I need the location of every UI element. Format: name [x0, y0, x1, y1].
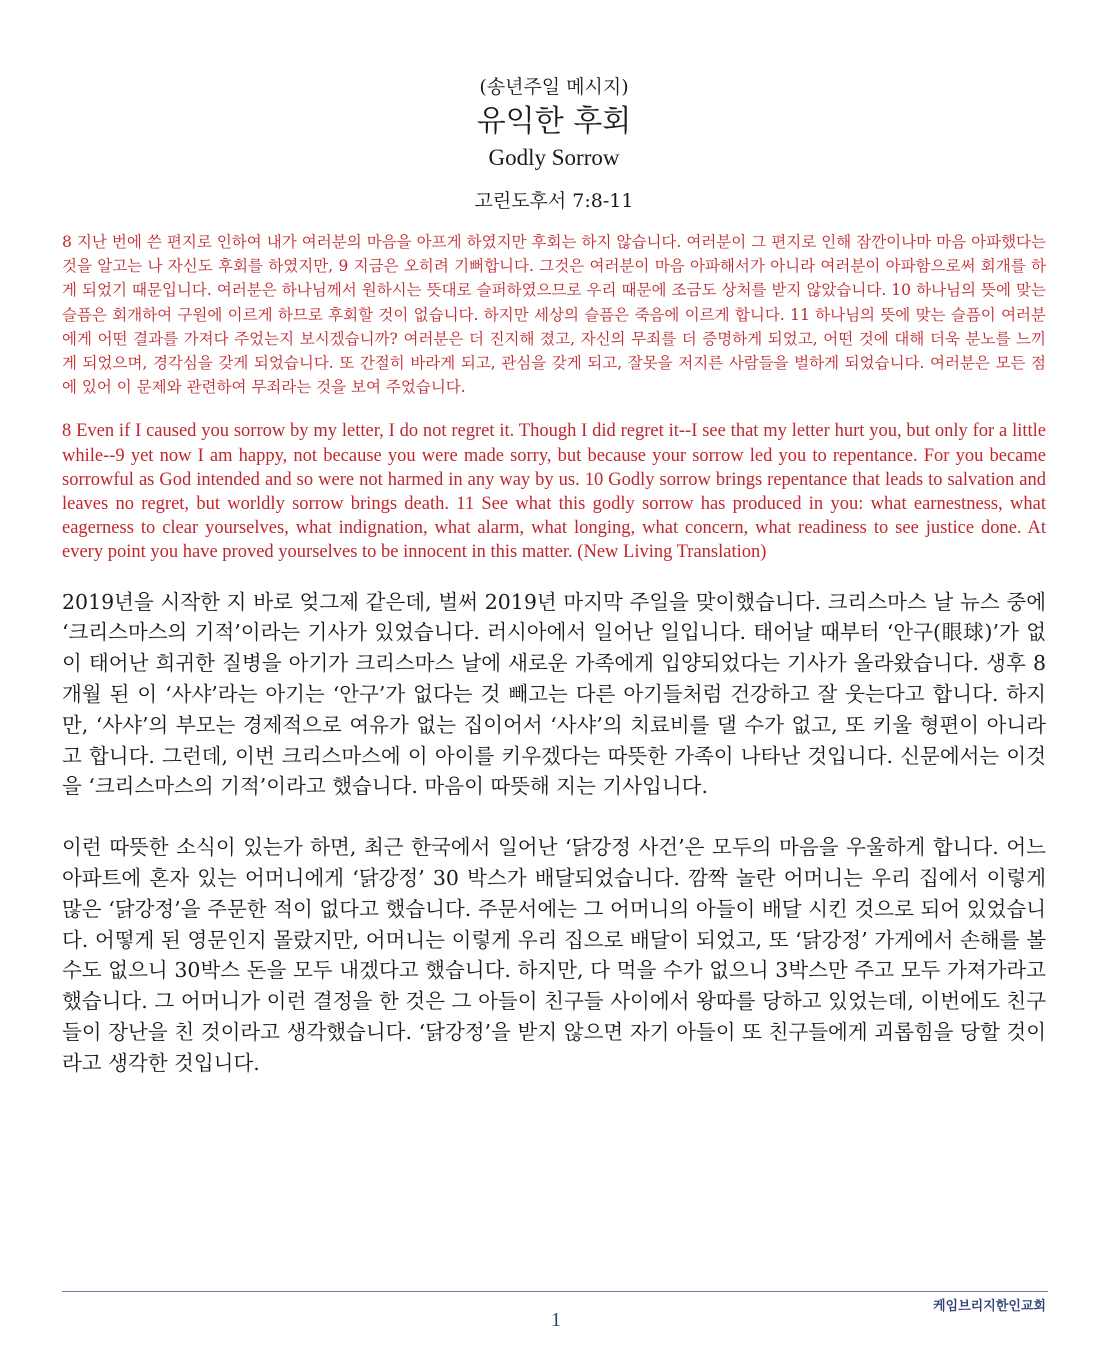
- footer-church-name: 케임브리지한인교회: [932, 1299, 1046, 1314]
- scripture-korean: 8 지난 번에 쓴 편지로 인하여 내가 여러분의 마음을 아프게 하였지만 후회는 하지 않습니다. 여러분이 그 편지로 인해 잠깐이나마 마음 아파했다는 것을 알고는 나 자신도 후회를 하였지만, 9 지금은 오히려 기뻐합니다. 그것은 여러분이 마음 아파해서가 아니라 여러분이 아파함으로써 회개를 하게 되었기 때문입니다. 여러분은 하나님께서 원하시는 뜻대로 슬퍼하였으므로 우리 때문에 조금도 상처를 받지 않았습니다. 10 하나님의 뜻에 맞는 슬픔은 회개하여 구원에 이르게 하므로 후회할 것이 없습니다. 하지만 세상의 슬픔은 죽음에 이르게 합니다. 11 하나님의 뜻에 맞는 슬픔이 여러분에게 어떤 결과를 가져다 주었는지 보시겠습니까? 여러분은 더 진지해 졌고, 자신의 무죄를 더 증명하게 되었고, 어떤 것에 대해 더욱 분노를 느끼게 되었으며, 경각심을 갖게 되었습니다. 또 간절히 바라게 되고, 관심을 갖게 되고, 잘못을 저지른 사람들을 벌하게 되었습니다. 여러분은 모든 점에 있어 이 문제와 관련하여 무죄라는 것을 보여 주었습니다.: [62, 233, 1046, 397]
- document-page: [62, 74, 1046, 1079]
- body-paragraph-1: 2019년을 시작한 지 바로 엊그제 같은데, 벌써 2019년 마지막 주일을 맞이했습니다. 크리스마스 날 뉴스 중에 ‘크리스마스의 기적’이라는 기사가 있었습니다. 러시아에서 일어난 일입니다. 태어날 때부터 ‘안구(眼球)’가 없이 태어난 희귀한 질병을 아기가 크리스마스 날에 새로운 가족에게 입양되었다는 기사가 올라왔습니다. 생후 8개월 된 이 ‘사샤’라는 아기는 ‘안구’가 없다는 것 빼고는 다른 아기들처럼 건강하고 잘 웃는다고 합니다. 하지만, ‘사샤’의 부모는 경제적으로 여유가 없는 집이어서 ‘사샤’의 치료비를 댈 수가 없고, 또 키울 형편이 아니라고 합니다. 그런데, 이번 크리스마스에 이 아이를 키우겠다는 따뜻한 가족이 나타난 것입니다. 신문에서는 이것을 ‘크리스마스의 기적’이라고 했습니다. 마음이 따뜻해 지는 기사입니다.: [62, 589, 1046, 799]
- sermon-header: [62, 74, 1046, 214]
- sermon-title: 유익한 후회: [476, 104, 632, 139]
- page-number: 1: [551, 1309, 561, 1331]
- scripture-english: 8 Even if I caused you sorrow by my letter, I do not regret it. Though I did regret it--I see that my letter hurt you, but only for a little while--9 yet now I am happy, not because you were made sorry, but because your sorrow led you to repentance. For you became sorrowful as God intended and so were not harmed in any way by us. 10 Godly sorrow brings repentance that leads to salvation and leaves no regret, but worldly sorrow brings death. 11 See what this godly sorrow has produced in you: what earnestness, what eagerness to clear yourselves, what indignation, what alarm, what longing, what concern, what readiness to see justice done. At every point you have proved yourselves to be innocent in this matter. (New Living Translation): [62, 421, 1046, 563]
- footer-divider: [62, 1291, 1048, 1292]
- body-paragraph-2: 이런 따뜻한 소식이 있는가 하면, 최근 한국에서 일어난 ‘닭강정 사건’은 모두의 마음을 우울하게 합니다. 어느 아파트에 혼자 있는 어머니에게 ‘닭강정’ 30 박스가 배달되었습니다. 깜짝 놀란 어머니는 우리 집에서 이렇게 많은 ‘닭강정’을 주문한 적이 없다고 했습니다. 주문서에는 그 어머니의 아들이 배달 시킨 것으로 되어 있었습니다. 어떻게 된 영문인지 몰랐지만, 어머니는 이렇게 우리 집으로 배달이 되었고, 또 ‘닭강정’ 가게에서 손해를 볼 수도 없으니 30박스 돈을 모두 내겠다고 했습니다. 하지만, 다 먹을 수가 없으니 3박스만 주고 모두 가져가라고 했습니다. 그 어머니가 이런 결정을 한 것은 그 아들이 친구들 사이에서 왕따를 당하고 있었는데, 이번에도 친구들이 장난을 친 것이라고 생각했습니다. ‘닭강정’을 받지 않으면 자기 아들이 또 친구들에게 괴롭힘을 당할 것이라고 생각한 것입니다.: [62, 835, 1046, 1075]
- scripture-reference: 고린도후서 7:8-11: [474, 190, 634, 212]
- sermon-english-title: Godly Sorrow: [488, 145, 620, 170]
- sermon-subtitle: (송년주일 메시지): [479, 76, 629, 98]
